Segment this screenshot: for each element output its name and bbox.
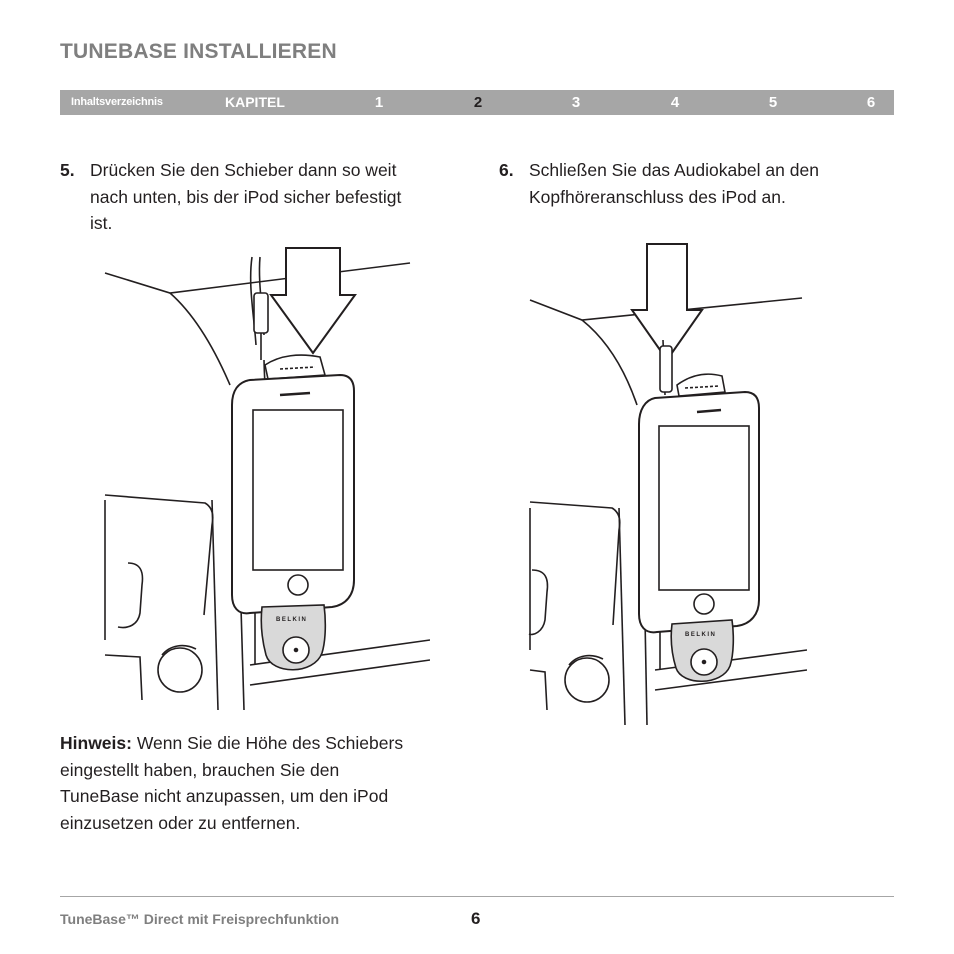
nav-chapter-2-link[interactable]: 2 — [473, 94, 483, 111]
note-line-3: TuneBase nicht anzupassen, um den iPod — [60, 786, 389, 806]
nav-chapter-label: KAPITEL — [225, 94, 285, 110]
step-number: 6. — [499, 160, 514, 180]
note-line-4: einzusetzen oder zu entfernen. — [60, 812, 301, 833]
step-number: 5. — [60, 160, 75, 180]
note-paragraph — [60, 730, 460, 836]
chapter-nav-bar — [60, 90, 894, 115]
note-line-1: Hinweis: Wenn Sie die Höhe des Schiebers — [60, 733, 404, 753]
footer-divider — [60, 896, 894, 897]
footer-product-name: TuneBase™ Direct mit Freisprechfunktion — [60, 911, 340, 927]
nav-table-of-contents-link[interactable]: Inhaltsverzeichnis — [71, 96, 163, 108]
svg-text:BELKIN: BELKIN — [685, 632, 717, 638]
illustration-step-5 — [100, 245, 430, 710]
svg-text:BELKIN: BELKIN — [276, 617, 308, 623]
note-label: Hinweis: — [60, 733, 132, 753]
illustration-step-6 — [527, 240, 807, 725]
footer-page-number: 6 — [471, 909, 481, 928]
step-text: Schließen Sie das Audiokabel an den Kopfhöreranschluss des iPod an. — [529, 160, 819, 207]
nav-chapter-1-link[interactable]: 1 — [374, 94, 384, 111]
nav-chapter-5-link[interactable]: 5 — [768, 94, 778, 111]
nav-chapter-4-link[interactable]: 4 — [670, 94, 680, 111]
page-title: TUNEBASE INSTALLIEREN — [60, 40, 337, 63]
nav-chapter-3-link[interactable]: 3 — [571, 94, 581, 111]
step-text: Drücken Sie den Schieber dann so weit nach unten, bis der iPod sicher befestigt ist. — [90, 160, 402, 233]
note-line-2: eingestellt haben, brauchen Sie den — [60, 759, 340, 780]
nav-chapter-6-link[interactable]: 6 — [866, 94, 876, 111]
